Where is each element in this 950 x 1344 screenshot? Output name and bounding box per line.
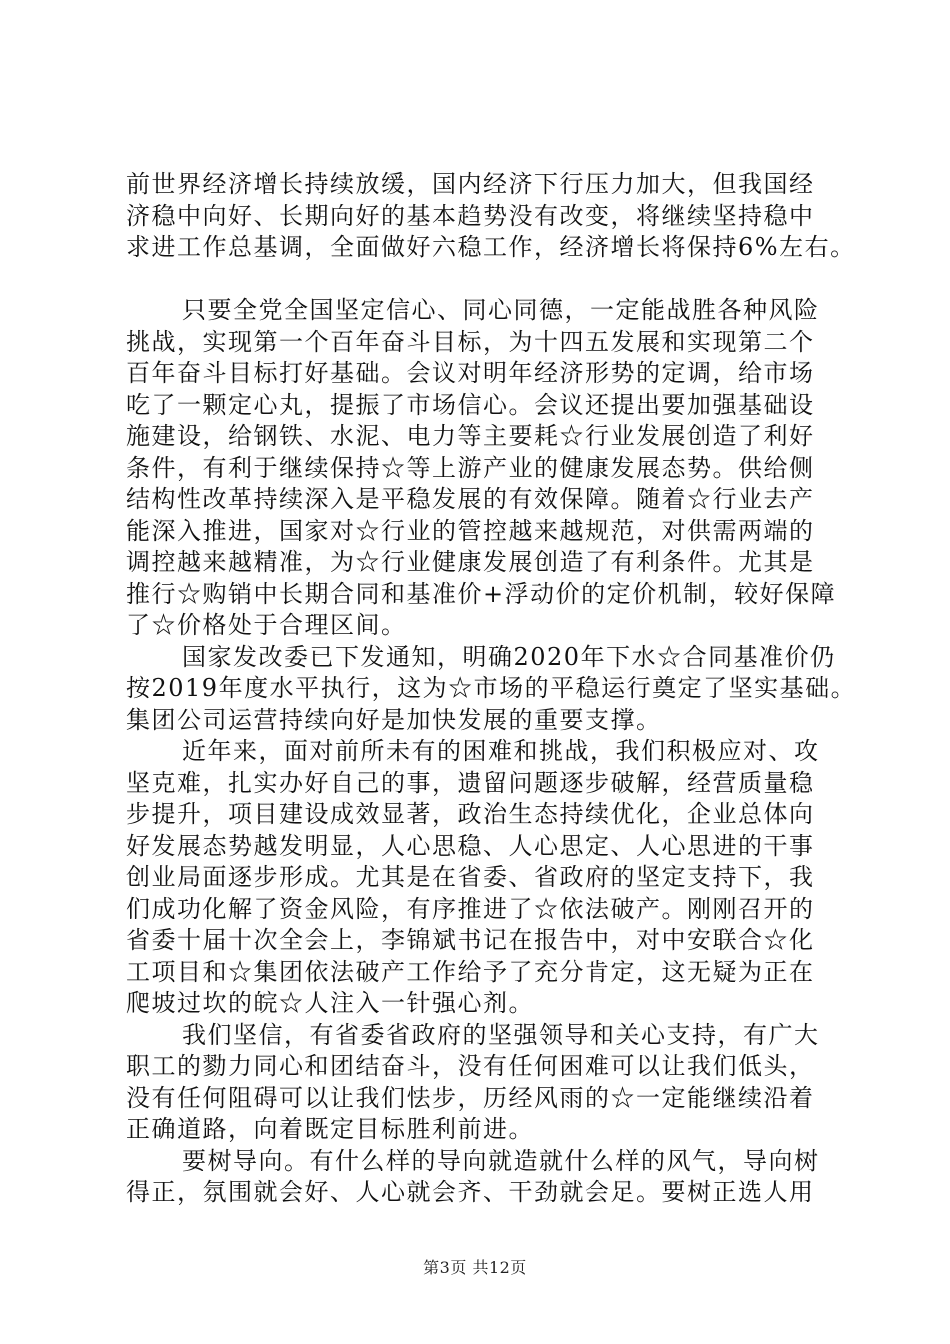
text-line: 调控越来越精准，为☆行业健康发展创造了有利条件。尤其是: [126, 548, 815, 576]
text-line: 近年来，面对前所未有的困难和挑战，我们积极应对、攻: [182, 737, 820, 765]
text-line: 条件，有利于继续保持☆等上游产业的健康发展态势。供给侧: [126, 453, 815, 482]
paragraph-block-main: [126, 295, 857, 1209]
text-line: 百年奋斗目标打好基础。会议对明年经济形势的定调，给市场: [126, 359, 815, 387]
text-line: 省委十届十次全会上，李锦斌书记在报告中，对中安联合☆化: [126, 926, 815, 954]
text-line: 国家发改委已下发通知，明确2020年下水☆合同基准价仍: [182, 642, 836, 671]
text-line: 我们坚信，有省委省政府的坚强领导和关心支持，有广大: [182, 1020, 820, 1049]
text-line: 工项目和☆集团依法破产工作给予了充分肯定，这无疑为正在: [126, 957, 815, 986]
text-line: 济稳中向好、长期向好的基本趋势没有改变，将继续坚持稳中: [126, 201, 815, 230]
text-line: 吃了一颗定心丸，提振了市场信心。会议还提出要加强基础设: [126, 390, 815, 419]
text-line: 施建设，给钢铁、水泥、电力等主要耗☆行业发展创造了利好: [126, 422, 815, 450]
text-line: 步提升，项目建设成效显著，政治生态持续优化，企业总体向: [126, 800, 815, 828]
text-line: 坚克难，扎实办好自己的事，遗留问题逐步破解，经营质量稳: [126, 768, 815, 797]
text-line: 要树导向。有什么样的导向就造就什么样的风气，导向树: [182, 1146, 820, 1175]
text-line: 挑战，实现第一个百年奋斗目标，为十四五发展和实现第二个: [126, 327, 815, 356]
text-line: 能深入推进，国家对☆行业的管控越来越规范，对供需两端的: [126, 516, 815, 545]
text-line: 得正，氛围就会好、人心就会齐、干劲就会足。要树正选人用: [126, 1178, 815, 1206]
text-line: 爬坡过坎的皖☆人注入一针强心剂。: [126, 989, 534, 1017]
text-line: 求进工作总基调，全面做好六稳工作，经济增长将保持6%左右。: [126, 233, 856, 261]
text-line: 创业局面逐步形成。尤其是在省委、省政府的坚定支持下，我: [126, 863, 815, 891]
text-line: 集团公司运营持续向好是加快发展的重要支撑。: [126, 705, 662, 734]
text-line: 好发展态势越发明显，人心思稳、人心思定、人心思进的干事: [126, 831, 815, 860]
text-line: 了☆价格处于合理区间。: [126, 611, 407, 639]
text-line: 前世界经济增长持续放缓，国内经济下行压力加大，但我国经: [126, 170, 815, 198]
text-line: 正确道路，向着既定目标胜利前进。: [126, 1115, 534, 1143]
text-line: 推行☆购销中长期合同和基准价+浮动价的定价机制，较好保障: [126, 579, 837, 608]
text-line: 只要全党全国坚定信心、同心同德，一定能战胜各种风险: [182, 296, 820, 324]
paragraph-block-intro: [126, 169, 856, 264]
text-line: 没有任何阻碍可以让我们怯步，历经风雨的☆一定能继续沿着: [126, 1083, 815, 1112]
text-line: 职工的勠力同心和团结奋斗，没有任何困难可以让我们低头，: [126, 1052, 815, 1080]
page-footer: 第3页 共12页: [423, 1258, 527, 1277]
text-line: 结构性改革持续深入是平稳发展的有效保障。随着☆行业去产: [126, 485, 815, 513]
text-line: 按2019年度水平执行，这为☆市场的平稳运行奠定了坚实基础。: [126, 674, 857, 702]
text-line: 们成功化解了资金风险，有序推进了☆依法破产。刚刚召开的: [126, 894, 815, 923]
